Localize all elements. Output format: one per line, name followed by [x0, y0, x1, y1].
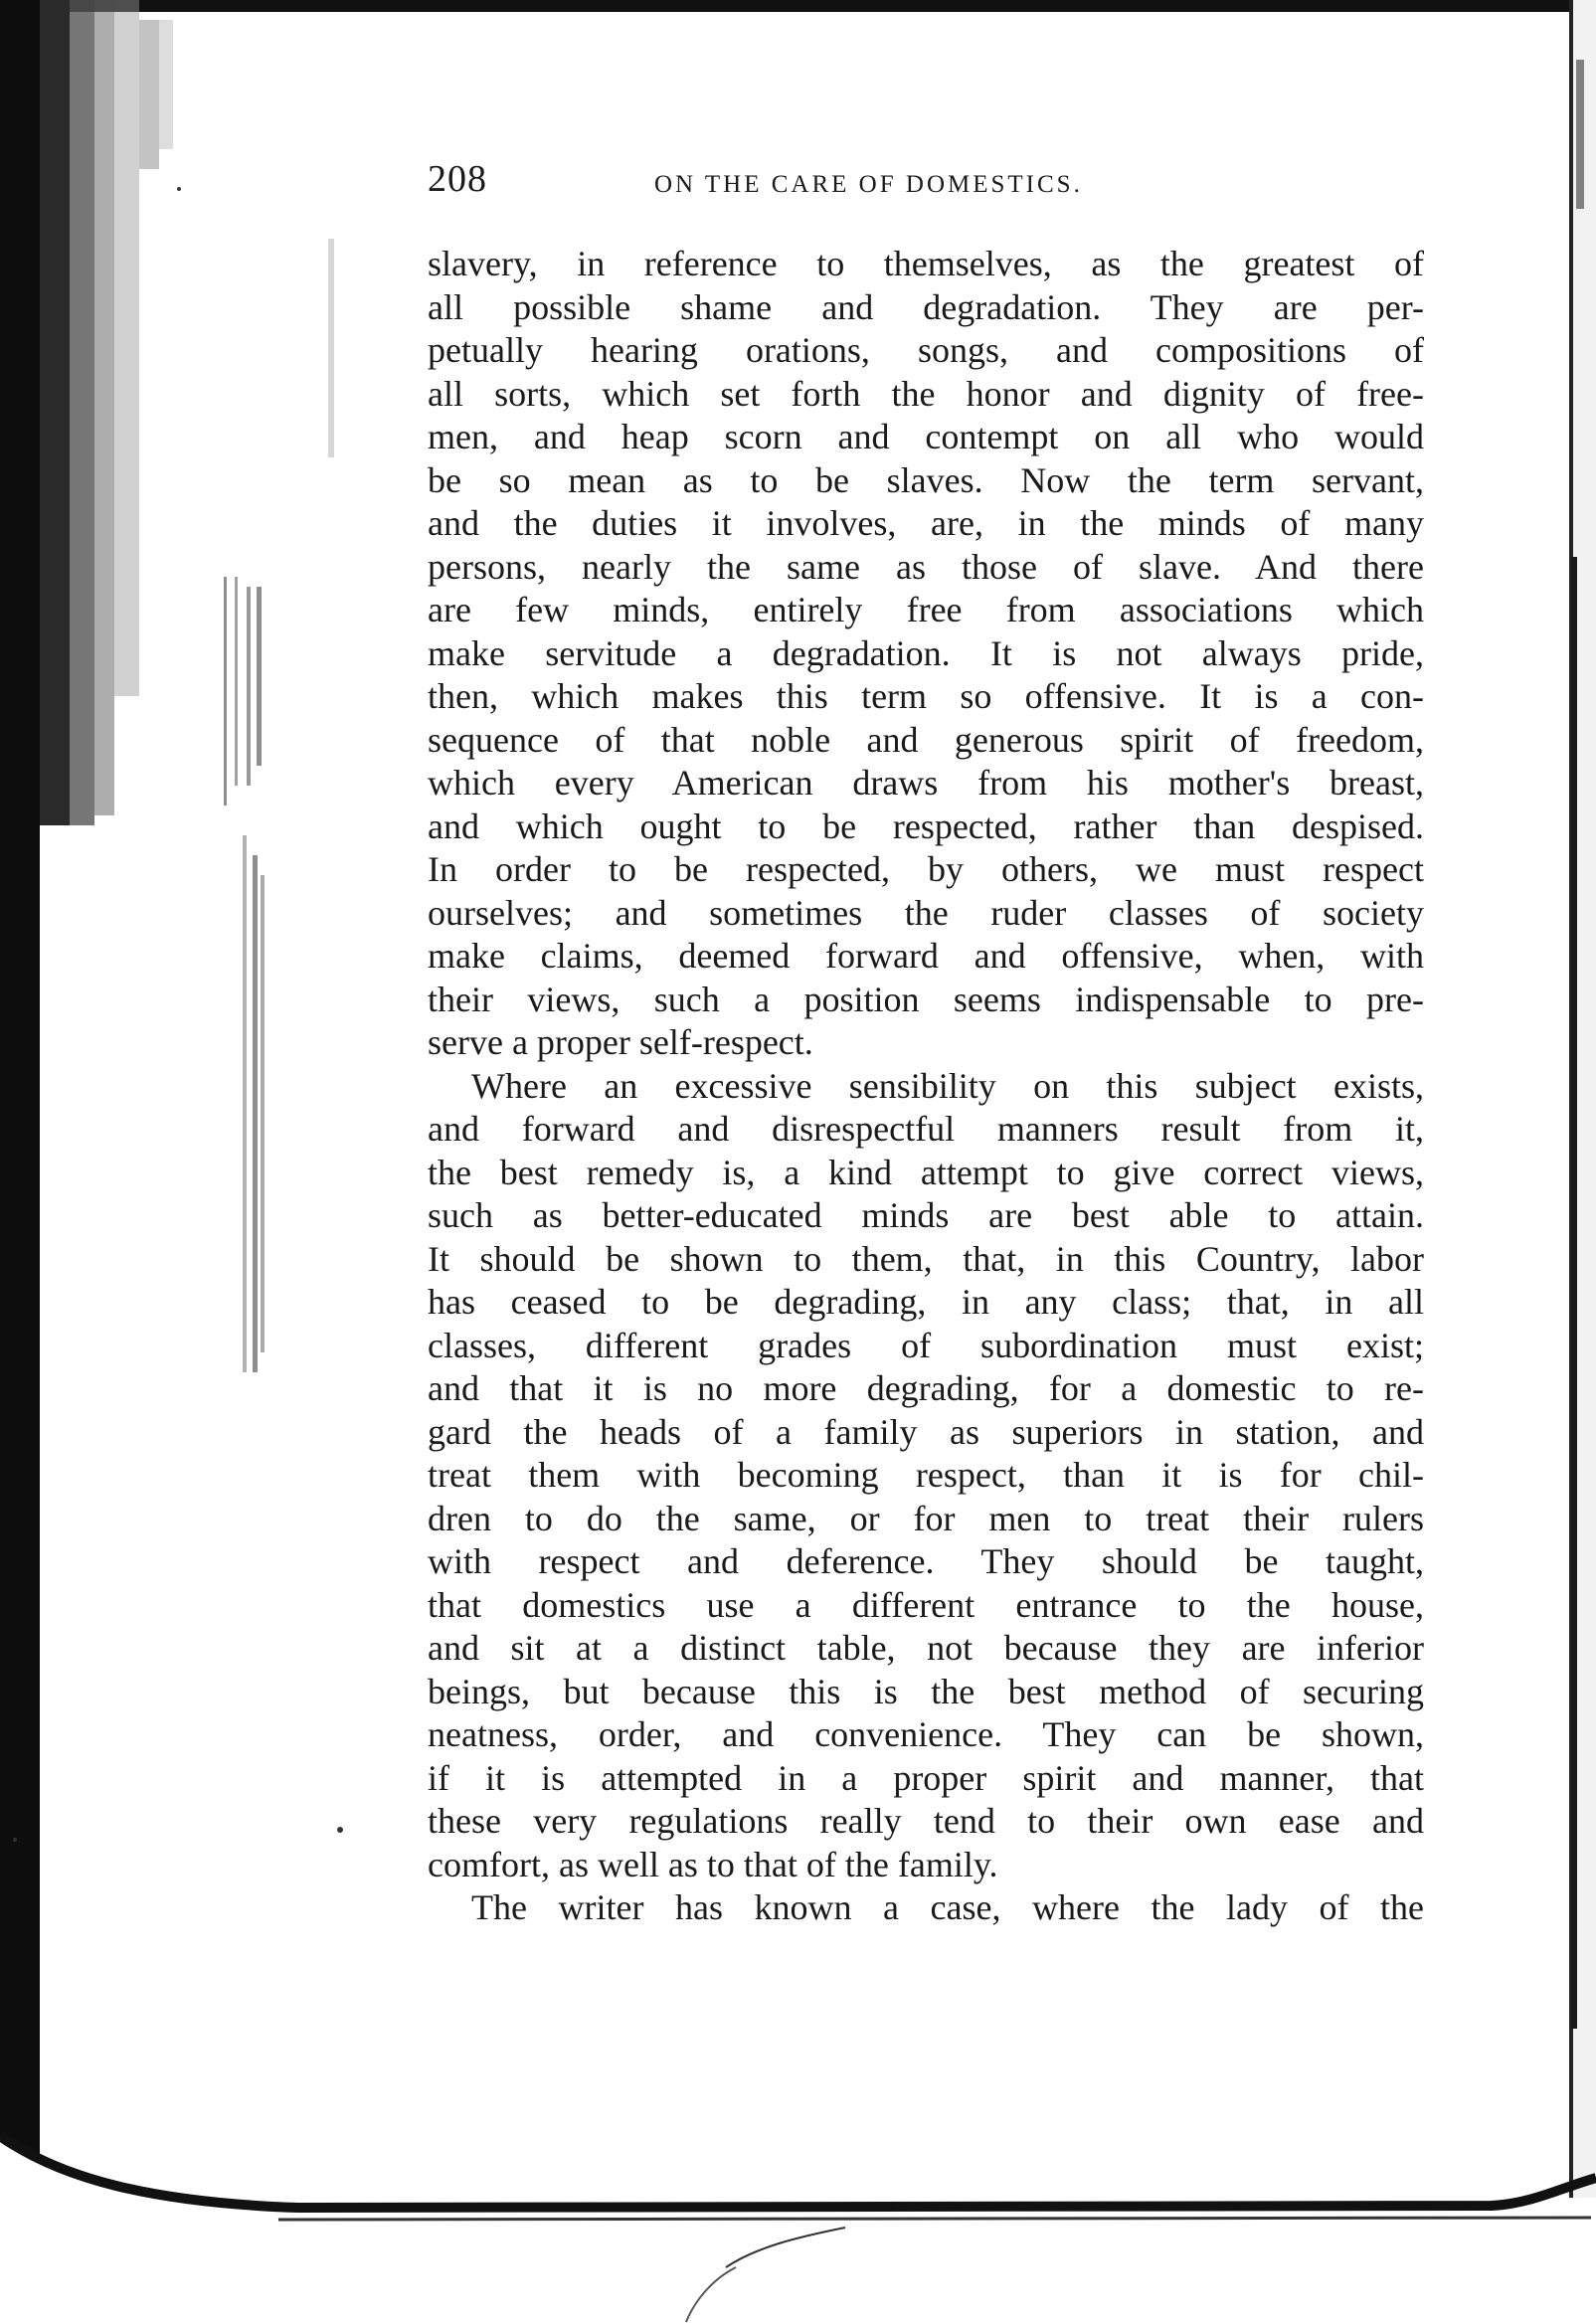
text-line: ourselves; and sometimes the ruder classes of society: [428, 892, 1424, 933]
text-line: and forward and disrespectful manners result from it,: [428, 1109, 1424, 1149]
text-line: make servitude a degradation. It is not always pride,: [428, 632, 1424, 673]
text-line: has ceased to be degrading, in any class; that, in all: [428, 1282, 1424, 1322]
page-number: 208: [428, 158, 487, 200]
text-line: if it is attempted in a proper spirit and manner, that: [428, 1757, 1424, 1798]
text-line: then, which makes this term so offensive. It is a con-: [428, 676, 1424, 716]
text-line: and which ought to be respected, rather than despised.: [428, 805, 1424, 846]
text-line: the best remedy is, a kind attempt to give correct views,: [428, 1152, 1424, 1192]
page-header: [428, 157, 1427, 207]
top-scan-edge: [0, 0, 1596, 12]
text-line: men, and heap scorn and contempt on all who would: [428, 417, 1424, 456]
text-line: make claims, deemed forward and offensive, when, with: [428, 936, 1424, 976]
text-line: which every American draws from his mother's breast,: [428, 763, 1424, 803]
text-line: are few minds, entirely free from associations which: [428, 590, 1424, 629]
text-line: and the duties it involves, are, in the minds of many: [428, 503, 1424, 543]
text-line: neatness, order, and convenience. They can be shown,: [428, 1714, 1424, 1754]
text-line: with respect and deference. They should be taught,: [428, 1541, 1424, 1581]
text-line: slavery, in reference to themselves, as the greatest of: [428, 244, 1424, 283]
text-line: and sit at a distinct table, not because they are inferior: [428, 1628, 1424, 1668]
text-line: that domestics use a different entrance to the house,: [428, 1584, 1424, 1625]
text-line: persons, nearly the same as those of slave. And there: [428, 546, 1424, 587]
text-line: beings, but because this is the best method of securing: [428, 1671, 1424, 1711]
text-line: Where an excessive sensibility on this subject exists,: [471, 1065, 1424, 1106]
text-line: serve a proper self-respect.: [428, 1022, 813, 1062]
text-line: comfort, as well as to that of the family.: [428, 1844, 998, 1884]
text-line: be so mean as to be slaves. Now the term servant,: [428, 459, 1424, 500]
running-head: ON THE CARE OF DOMESTICS.: [654, 171, 1083, 198]
left-binding-shadow: [0, 0, 40, 2324]
text-line: treat them with becoming respect, than it is for chil-: [428, 1455, 1424, 1495]
text-line: these very regulations really tend to their own ease and: [428, 1801, 1424, 1841]
text-line: classes, different grades of subordination must exist;: [428, 1325, 1424, 1365]
text-line: dren to do the same, or for men to treat their rulers: [428, 1498, 1424, 1538]
body-text: [428, 243, 1424, 1930]
text-line: all sorts, which set forth the honor and dignity of free-: [428, 373, 1424, 414]
text-line: petually hearing orations, songs, and compositions of: [428, 330, 1424, 370]
text-line: The writer has known a case, where the lady of the: [471, 1887, 1424, 1927]
bottom-scan-curve: [0, 2138, 1596, 2324]
text-line: In order to be respected, by others, we must respect: [428, 849, 1424, 889]
text-line: their views, such a position seems indispensable to pre-: [428, 979, 1424, 1019]
text-line: sequence of that noble and generous spirit of freedom,: [428, 719, 1424, 760]
text-line: such as better-educated minds are best able to attain.: [428, 1195, 1424, 1235]
text-line: gard the heads of a family as superiors in station, and: [428, 1411, 1424, 1452]
text-line: It should be shown to them, that, in this Country, labor: [428, 1238, 1424, 1279]
text-line: all possible shame and degradation. They are per-: [428, 286, 1424, 327]
text-line: and that it is no more degrading, for a domestic to re-: [428, 1368, 1424, 1408]
